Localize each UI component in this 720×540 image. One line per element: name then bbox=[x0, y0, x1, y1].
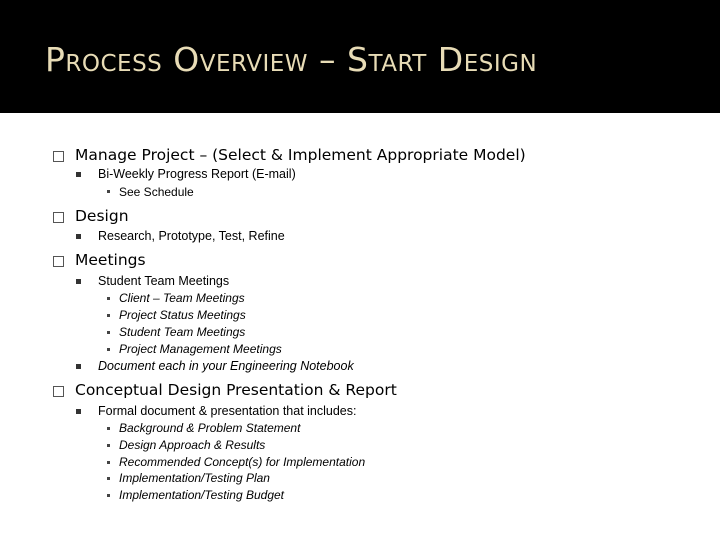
sub-item: Student Team Meetings bbox=[119, 325, 246, 339]
list-item: Research, Prototype, Test, Refine bbox=[98, 229, 285, 243]
list-item: Document each in your Engineering Notebook bbox=[98, 359, 354, 373]
sub-item: Project Management Meetings bbox=[119, 342, 282, 356]
small-bullet-icon bbox=[107, 461, 110, 464]
sub-item: See Schedule bbox=[119, 185, 194, 199]
list-item: Student Team Meetings bbox=[98, 274, 230, 288]
section-heading: Conceptual Design Presentation & Report bbox=[75, 381, 397, 399]
checkbox-bullet-icon bbox=[53, 151, 64, 162]
sub-item: Client – Team Meetings bbox=[119, 291, 245, 305]
square-bullet-icon bbox=[76, 234, 81, 239]
section-heading: Design bbox=[75, 207, 129, 225]
sub-item: Implementation/Testing Plan bbox=[119, 471, 270, 485]
small-bullet-icon bbox=[107, 444, 110, 447]
list-item: Bi-Weekly Progress Report (E-mail) bbox=[98, 167, 296, 181]
square-bullet-icon bbox=[76, 279, 81, 284]
sub-item: Design Approach & Results bbox=[119, 438, 266, 452]
square-bullet-icon bbox=[76, 172, 81, 177]
square-bullet-icon bbox=[76, 364, 81, 369]
sub-item: Project Status Meetings bbox=[119, 308, 246, 322]
checkbox-bullet-icon bbox=[53, 212, 64, 223]
section-heading: Manage Project – (Select & Implement Appropriate Model) bbox=[75, 146, 526, 164]
small-bullet-icon bbox=[107, 314, 110, 317]
small-bullet-icon bbox=[107, 494, 110, 497]
square-bullet-icon bbox=[76, 409, 81, 414]
small-bullet-icon bbox=[107, 477, 110, 480]
section-heading: Meetings bbox=[75, 251, 146, 269]
small-bullet-icon bbox=[107, 348, 110, 351]
checkbox-bullet-icon bbox=[53, 256, 64, 267]
small-bullet-icon bbox=[107, 427, 110, 430]
sub-item: Background & Problem Statement bbox=[119, 421, 301, 435]
sub-item: Implementation/Testing Budget bbox=[119, 488, 284, 502]
small-bullet-icon bbox=[107, 331, 110, 334]
checkbox-bullet-icon bbox=[53, 386, 64, 397]
slide-title: Process Overview – Start Design bbox=[45, 40, 538, 79]
list-item: Formal document & presentation that includes: bbox=[98, 404, 357, 418]
small-bullet-icon bbox=[107, 297, 110, 300]
small-bullet-icon bbox=[107, 190, 110, 193]
sub-item: Recommended Concept(s) for Implementation bbox=[119, 455, 366, 469]
